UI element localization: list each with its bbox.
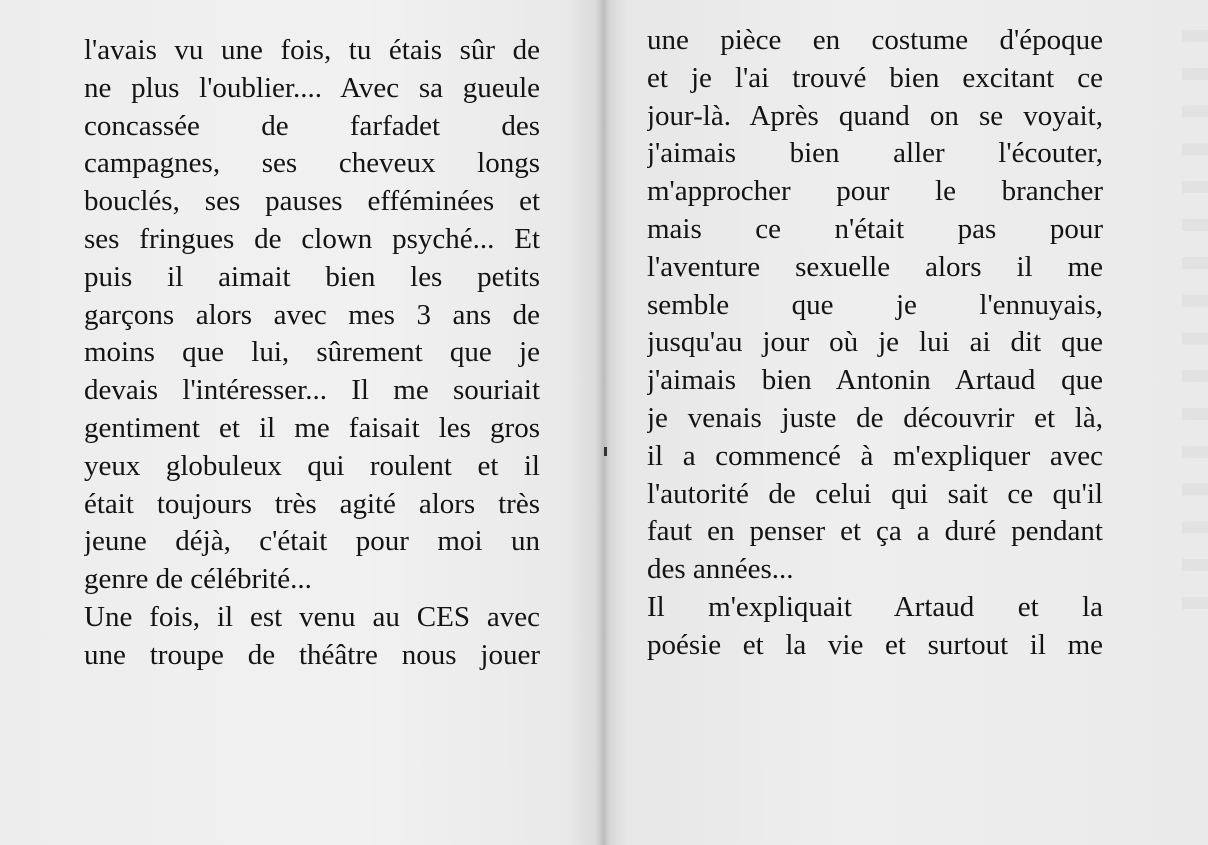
text-line: ses fringues de clown psyché... Et [84, 222, 540, 255]
text-line: était toujours très agité alors très [84, 487, 540, 520]
text-line: campagnes, ses cheveux longs [84, 147, 540, 180]
text-line: garçons alors avec mes 3 ans de [84, 298, 540, 331]
text-line: Il m'expliquait Artaud et la [647, 590, 1103, 623]
text-line: ne plus l'oublier.... Avec sa gueule [84, 71, 540, 104]
text-line: bouclés, ses pauses efféminées et [84, 185, 540, 218]
text-line: m'approcher pour le brancher [647, 175, 1103, 208]
book-gutter [596, 0, 610, 845]
left-page-text [84, 32, 540, 675]
right-page-text [647, 22, 1103, 665]
text-line: des années... [647, 553, 794, 586]
text-line: moins que lui, sûrement que je [84, 336, 540, 369]
text-line: poésie et la vie et surtout il me [647, 628, 1103, 661]
text-line: jeune déjà, c'était pour moi un [84, 525, 540, 558]
text-line: jour-là. Après quand on se voyait, [647, 99, 1103, 132]
ink-speck [604, 447, 607, 456]
text-line: l'autorité de celui qui sait ce qu'il [647, 477, 1103, 510]
text-line: semble que je l'ennuyais, [647, 288, 1103, 321]
right-page [603, 0, 1208, 845]
text-line: l'avais vu une fois, tu étais sûr de [84, 34, 540, 66]
text-line: une troupe de théâtre nous jouer [84, 638, 540, 671]
text-line: l'aventure sexuelle alors il me [647, 250, 1103, 283]
text-line: jusqu'au jour où je lui ai dit que [647, 326, 1103, 359]
text-line: mais ce n'était pas pour [647, 212, 1103, 245]
text-line: genre de célébrité... [84, 563, 312, 596]
text-line: devais l'intéresser... Il me souriait [84, 374, 540, 407]
left-page [0, 0, 603, 845]
text-line: j'aimais bien aller l'écouter, [647, 137, 1103, 170]
text-line: il a commencé à m'expliquer avec [647, 439, 1103, 472]
text-line: et je l'ai trouvé bien excitant ce [647, 61, 1103, 94]
text-line: une pièce en costume d'époque [647, 24, 1103, 56]
show-through-shadow [1182, 30, 1208, 630]
text-line: concassée de farfadet des [84, 109, 540, 142]
text-line: puis il aimait bien les petits [84, 260, 540, 293]
text-line: gentiment et il me faisait les gros [84, 411, 540, 444]
text-line: faut en penser et ça a duré pendant [647, 515, 1103, 548]
text-line: je venais juste de découvrir et là, [647, 401, 1103, 434]
text-line: yeux globuleux qui roulent et il [84, 449, 540, 482]
text-line: Une fois, il est venu au CES avec [84, 600, 540, 633]
text-line: j'aimais bien Antonin Artaud que [647, 364, 1103, 397]
